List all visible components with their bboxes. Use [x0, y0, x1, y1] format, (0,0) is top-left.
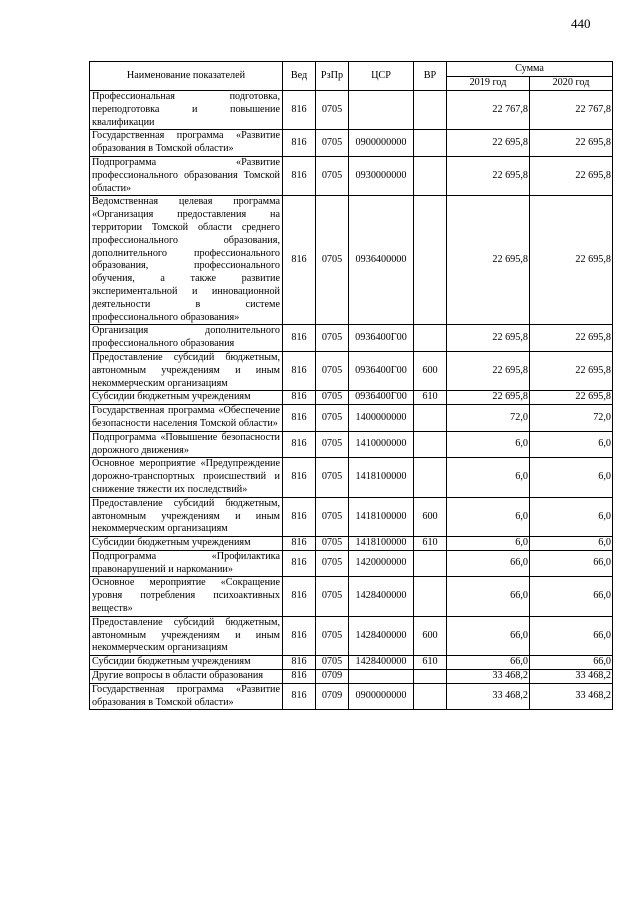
row-ved-cell: 816 [283, 431, 316, 458]
row-2020-cell: 66,0 [530, 577, 613, 616]
row-csr-cell: 0936400Г00 [349, 391, 414, 405]
row-2020-cell: 22 695,8 [530, 196, 613, 325]
row-vr-cell [414, 670, 447, 684]
header-sum: Сумма [447, 62, 613, 77]
row-vr-cell [414, 130, 447, 157]
row-csr-cell: 1400000000 [349, 405, 414, 432]
row-csr-cell: 1428400000 [349, 656, 414, 670]
row-2020-cell: 6,0 [530, 497, 613, 536]
row-name-cell: Предоставление субсидий бюджетным, автономным учреждениям и иным некоммерческим организациям [90, 497, 283, 536]
row-2020-cell: 22 695,8 [530, 325, 613, 352]
row-rzpr-cell: 0705 [316, 405, 349, 432]
row-csr-cell: 1420000000 [349, 550, 414, 577]
row-rzpr-cell: 0705 [316, 497, 349, 536]
row-2020-cell: 33 468,2 [530, 670, 613, 684]
row-name-cell: Подпрограмма «Развитие профессионального образования Томской области» [90, 156, 283, 195]
row-2020-cell: 6,0 [530, 458, 613, 497]
table-row [90, 537, 613, 551]
row-csr-cell: 0936400000 [349, 196, 414, 325]
row-vr-cell [414, 458, 447, 497]
page-number: 440 [571, 16, 591, 31]
row-2020-cell: 22 695,8 [530, 391, 613, 405]
row-2020-cell: 22 695,8 [530, 130, 613, 157]
table-row [90, 577, 613, 616]
row-rzpr-cell: 0705 [316, 537, 349, 551]
row-csr-cell: 1418100000 [349, 537, 414, 551]
row-ved-cell: 816 [283, 458, 316, 497]
row-2020-cell: 22 767,8 [530, 91, 613, 130]
row-csr-cell: 0936400Г00 [349, 325, 414, 352]
row-2019-cell: 66,0 [447, 577, 530, 616]
row-rzpr-cell: 0709 [316, 683, 349, 710]
row-2019-cell: 66,0 [447, 656, 530, 670]
table-row [90, 196, 613, 325]
row-2020-cell: 22 695,8 [530, 156, 613, 195]
header-2020: 2020 год [530, 77, 613, 91]
row-name-cell: Ведомственная целевая программа «Организация предоставления на территории Томской области среднего профессионального образования, дополнительного профессионального образования, профессионального обучения, а также развитие экспериментальной и инновационной деятельности в системе профессионального образования» [90, 196, 283, 325]
table-row [90, 91, 613, 130]
table-row [90, 550, 613, 577]
row-2019-cell: 22 695,8 [447, 325, 530, 352]
row-2019-cell: 66,0 [447, 616, 530, 655]
table-row [90, 616, 613, 655]
row-ved-cell: 816 [283, 91, 316, 130]
row-vr-cell [414, 325, 447, 352]
row-vr-cell [414, 577, 447, 616]
row-rzpr-cell: 0709 [316, 670, 349, 684]
row-vr-cell: 600 [414, 351, 447, 390]
row-ved-cell: 816 [283, 577, 316, 616]
budget-table [89, 61, 613, 710]
row-ved-cell: 816 [283, 391, 316, 405]
header-csr: ЦСР [349, 62, 414, 91]
row-rzpr-cell: 0705 [316, 656, 349, 670]
row-vr-cell [414, 405, 447, 432]
row-csr-cell: 1428400000 [349, 616, 414, 655]
row-csr-cell: 1418100000 [349, 458, 414, 497]
table-row [90, 156, 613, 195]
header-2019: 2019 год [447, 77, 530, 91]
row-csr-cell [349, 670, 414, 684]
row-vr-cell [414, 156, 447, 195]
row-rzpr-cell: 0705 [316, 156, 349, 195]
row-ved-cell: 816 [283, 325, 316, 352]
row-vr-cell [414, 683, 447, 710]
table-row [90, 391, 613, 405]
row-2020-cell: 6,0 [530, 537, 613, 551]
row-csr-cell: 0900000000 [349, 130, 414, 157]
table-row [90, 405, 613, 432]
row-name-cell: Субсидии бюджетным учреждениям [90, 656, 283, 670]
row-vr-cell: 600 [414, 616, 447, 655]
table-row [90, 656, 613, 670]
row-name-cell: Профессиональная подготовка, переподготовка и повышение квалификации [90, 91, 283, 130]
row-name-cell: Предоставление субсидий бюджетным, автономным учреждениям и иным некоммерческим организациям [90, 616, 283, 655]
row-2019-cell: 6,0 [447, 458, 530, 497]
row-csr-cell: 0930000000 [349, 156, 414, 195]
row-name-cell: Организация дополнительного профессионального образования [90, 325, 283, 352]
row-2019-cell: 6,0 [447, 537, 530, 551]
table-row [90, 670, 613, 684]
row-ved-cell: 816 [283, 670, 316, 684]
row-name-cell: Подпрограмма «Профилактика правонарушений и наркомании» [90, 550, 283, 577]
row-rzpr-cell: 0705 [316, 550, 349, 577]
row-name-cell: Основное мероприятие «Предупреждение дорожно-транспортных происшествий и снижение тяжести их последствий» [90, 458, 283, 497]
row-2019-cell: 33 468,2 [447, 683, 530, 710]
row-rzpr-cell: 0705 [316, 351, 349, 390]
row-rzpr-cell: 0705 [316, 458, 349, 497]
row-csr-cell [349, 91, 414, 130]
row-ved-cell: 816 [283, 683, 316, 710]
header-vr: ВР [414, 62, 447, 91]
row-2020-cell: 66,0 [530, 656, 613, 670]
table-row [90, 351, 613, 390]
row-vr-cell: 610 [414, 537, 447, 551]
row-ved-cell: 816 [283, 497, 316, 536]
row-2019-cell: 6,0 [447, 497, 530, 536]
row-2020-cell: 6,0 [530, 431, 613, 458]
row-ved-cell: 816 [283, 405, 316, 432]
row-csr-cell: 1410000000 [349, 431, 414, 458]
row-name-cell: Государственная программа «Развитие образования в Томской области» [90, 683, 283, 710]
header-rzpr: РзПр [316, 62, 349, 91]
table-row [90, 431, 613, 458]
table-row [90, 325, 613, 352]
row-vr-cell [414, 196, 447, 325]
row-2020-cell: 66,0 [530, 616, 613, 655]
row-2019-cell: 72,0 [447, 405, 530, 432]
table-row [90, 683, 613, 710]
row-csr-cell: 0900000000 [349, 683, 414, 710]
row-vr-cell: 610 [414, 656, 447, 670]
row-ved-cell: 816 [283, 656, 316, 670]
row-2019-cell: 6,0 [447, 431, 530, 458]
row-rzpr-cell: 0705 [316, 325, 349, 352]
row-ved-cell: 816 [283, 351, 316, 390]
row-csr-cell: 0936400Г00 [349, 351, 414, 390]
row-2019-cell: 22 695,8 [447, 351, 530, 390]
row-name-cell: Подпрограмма «Повышение безопасности дорожного движения» [90, 431, 283, 458]
row-name-cell: Субсидии бюджетным учреждениям [90, 391, 283, 405]
row-name-cell: Основное мероприятие «Сокращение уровня потребления психоактивных веществ» [90, 577, 283, 616]
row-2020-cell: 33 468,2 [530, 683, 613, 710]
row-rzpr-cell: 0705 [316, 196, 349, 325]
row-ved-cell: 816 [283, 537, 316, 551]
row-name-cell: Государственная программа «Обеспечение безопасности населения Томской области» [90, 405, 283, 432]
row-vr-cell [414, 431, 447, 458]
row-rzpr-cell: 0705 [316, 91, 349, 130]
row-rzpr-cell: 0705 [316, 130, 349, 157]
row-rzpr-cell: 0705 [316, 616, 349, 655]
row-ved-cell: 816 [283, 196, 316, 325]
row-csr-cell: 1428400000 [349, 577, 414, 616]
row-ved-cell: 816 [283, 550, 316, 577]
row-2019-cell: 22 695,8 [447, 196, 530, 325]
table-row [90, 458, 613, 497]
row-ved-cell: 816 [283, 156, 316, 195]
row-2020-cell: 72,0 [530, 405, 613, 432]
row-2019-cell: 22 695,8 [447, 391, 530, 405]
header-ved: Вед [283, 62, 316, 91]
row-rzpr-cell: 0705 [316, 577, 349, 616]
row-rzpr-cell: 0705 [316, 431, 349, 458]
row-name-cell: Другие вопросы в области образования [90, 670, 283, 684]
table-body [90, 91, 613, 710]
row-2019-cell: 66,0 [447, 550, 530, 577]
row-name-cell: Государственная программа «Развитие образования в Томской области» [90, 130, 283, 157]
row-name-cell: Субсидии бюджетным учреждениям [90, 537, 283, 551]
row-2019-cell: 33 468,2 [447, 670, 530, 684]
table-row [90, 497, 613, 536]
row-name-cell: Предоставление субсидий бюджетным, автономным учреждениям и иным некоммерческим организациям [90, 351, 283, 390]
row-vr-cell: 600 [414, 497, 447, 536]
row-csr-cell: 1418100000 [349, 497, 414, 536]
row-vr-cell [414, 550, 447, 577]
row-2020-cell: 66,0 [530, 550, 613, 577]
row-2019-cell: 22 767,8 [447, 91, 530, 130]
row-vr-cell [414, 91, 447, 130]
row-rzpr-cell: 0705 [316, 391, 349, 405]
header-name: Наименование показателей [90, 62, 283, 91]
row-2019-cell: 22 695,8 [447, 130, 530, 157]
row-ved-cell: 816 [283, 130, 316, 157]
row-2020-cell: 22 695,8 [530, 351, 613, 390]
row-2019-cell: 22 695,8 [447, 156, 530, 195]
table-row [90, 130, 613, 157]
row-ved-cell: 816 [283, 616, 316, 655]
row-vr-cell: 610 [414, 391, 447, 405]
